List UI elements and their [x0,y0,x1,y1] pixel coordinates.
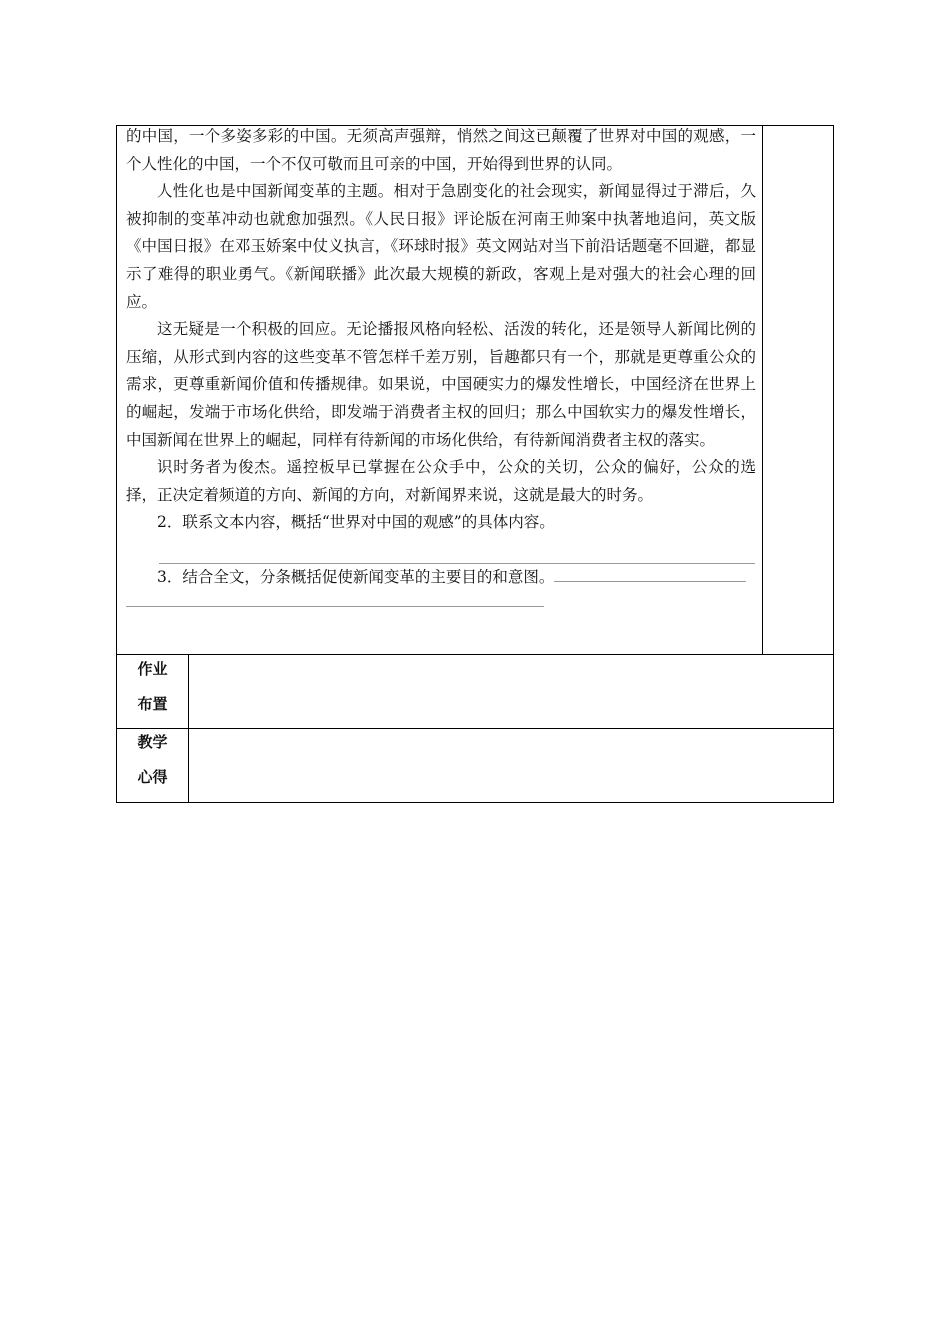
table-divider-row-2 [116,728,834,729]
homework-content-cell[interactable] [190,656,832,727]
answer-line-question-3[interactable] [554,567,746,582]
answer-line-question-2[interactable] [159,537,755,564]
question-2: 2．联系文本内容，概括“世界对中国的观感”的具体内容。 [157,513,555,532]
passage-paragraph: 的中国，一个多姿多彩的中国。无须高声强辩，悄然之间这已颠覆了世界对中国的观感，一个人性化的中国，一个不仅可敬而且可亲的中国，开始得到世界的认同。 [126,127,756,173]
table-divider-right-column [762,125,763,655]
reflection-label-line-2: 心得 [137,768,168,786]
passage-cell [126,123,756,607]
answer-line-question-3-continued[interactable] [126,592,544,607]
passage-paragraph: 人性化也是中国新闻变革的主题。相对于急剧变化的社会现实，新闻显得过于滞后，久被抑制的变革冲动也就愈加强烈。《人民日报》评论版在河南王帅案中执著地追问，英文版《中国日报》在邓玉娇案中仗义执言，《环球时报》英文网站对当下前沿话题毫不回避，都显示了难得的职业勇气。《新闻联播》此次最大规模的新政，客观上是对强大的社会心理的回应。 [126,182,756,311]
homework-label-line-1: 作业 [137,660,168,678]
reflection-label [116,725,189,795]
homework-label [116,652,189,722]
reflection-label-line-1: 教学 [137,733,168,751]
question-3-row [126,564,756,592]
reflection-content-cell[interactable] [190,730,832,802]
table-divider-row-1 [116,654,834,655]
passage-paragraph: 这无疑是一个积极的回应。无论播报风格向轻松、活泼的转化，还是领导人新闻比例的压缩，从形式到内容的这些变革不管怎样千差万别，旨趣都只有一个，那就是更尊重公众的需求，更尊重新闻价值和传播规律。如果说，中国硬实力的爆发性增长，中国经济在世界上的崛起，发端于市场化供给，即发端于消费者主权的回归；那么中国软实力的爆发性增长，中国新闻在世界上的崛起，同样有待新闻的市场化供给，有待新闻消费者主权的落实。 [126,320,756,449]
question-3: 3．结合全文，分条概括促使新闻变革的主要目的和意图。 [157,567,555,586]
passage-paragraph: 识时务者为俊杰。遥控板早已掌握在公众手中，公众的关切，公众的偏好，公众的选择，正决定着频道的方向、新闻的方向，对新闻界来说，这就是最大的时务。 [126,458,756,504]
homework-label-line-2: 布置 [137,695,168,713]
